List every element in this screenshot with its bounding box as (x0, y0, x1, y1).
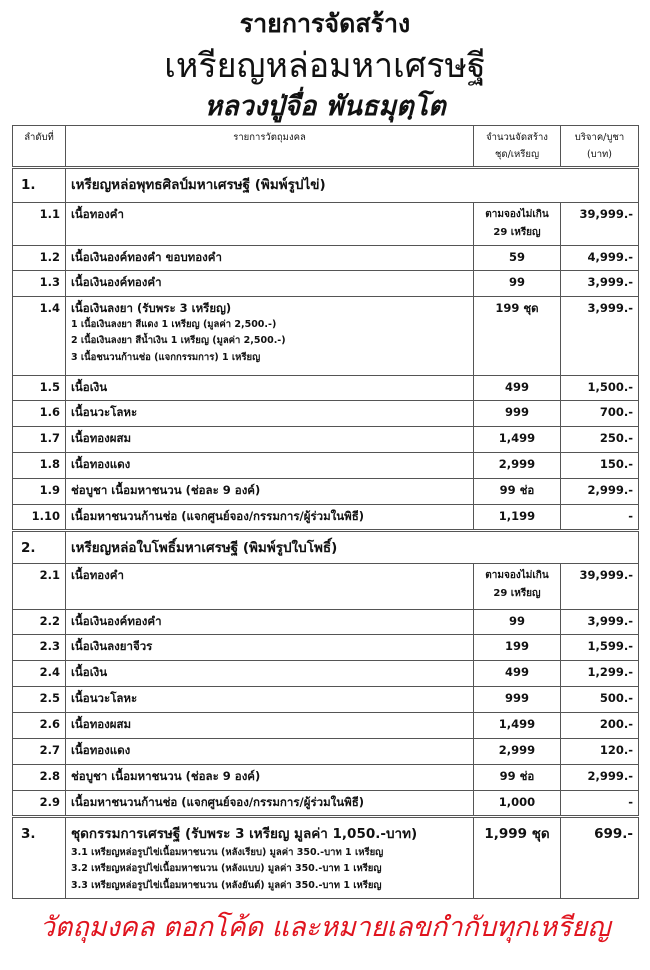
item-title: เนื้อเงินองค์ทองคำ ขอบทองคำ (71, 250, 222, 265)
item-title: เนื้อเงินองค์ทองคำ (71, 614, 162, 629)
item-title: ชุดกรรมการเศรษฐี (รับพระ 3 เหรียญ มูลค่า 1,050.-บาท) (71, 826, 418, 843)
row-number: 2.9 (13, 791, 66, 817)
item-quantity: 999 (474, 401, 561, 427)
item-price: 4,999.- (561, 246, 639, 271)
item-name (66, 505, 474, 531)
item-name (66, 635, 474, 661)
table-row (13, 453, 639, 479)
item-quantity: 499 (474, 661, 561, 687)
item-name (66, 713, 474, 739)
table-row (13, 401, 639, 427)
item-price: 39,999.- (561, 564, 639, 610)
item-title: ช่อบูชา เนื้อมหาชนวน (ช่อละ 9 องค์) (71, 483, 261, 498)
table-row (13, 713, 639, 739)
table-row (13, 427, 639, 453)
item-title: เนื้อเงิน (71, 665, 108, 680)
section-title: เหรียญหล่อใบโพธิ์มหาเศรษฐี (พิมพ์รูปใบโพธิ์) (66, 531, 639, 564)
item-quantity: 99 ช่อ (474, 479, 561, 505)
document-subtitle: เหรียญหล่อมหาเศรษฐี (164, 46, 486, 86)
row-number: 2.6 (13, 713, 66, 739)
item-price: 1,599.- (561, 635, 639, 661)
item-quantity: 2,999 (474, 739, 561, 765)
table-row (13, 203, 639, 246)
item-quantity: ตามจองไม่เกิน 29 เหรียญ (474, 564, 561, 610)
item-title: เนื้อทองผสม (71, 431, 132, 446)
row-number: 1.9 (13, 479, 66, 505)
header-no: ลำดับที่ (13, 126, 66, 168)
item-price: 1,299.- (561, 661, 639, 687)
table-row (13, 505, 639, 531)
row-number: 1.5 (13, 376, 66, 401)
item-price: 3,999.- (561, 610, 639, 635)
item-price: 1,500.- (561, 376, 639, 401)
row-number: 1.2 (13, 246, 66, 271)
row-number: 1.4 (13, 297, 66, 376)
table-row (13, 297, 639, 376)
item-quantity: 199 ชุด (474, 297, 561, 376)
row-number: 1.7 (13, 427, 66, 453)
item-title: เนื้อมหาชนวนก้านช่อ (แจกศูนย์จอง/กรรมการ/ผู้ร่วมในพิธี) (71, 795, 365, 810)
item-name (66, 271, 474, 297)
item-quantity: 1,199 (474, 505, 561, 531)
item-price: - (561, 791, 639, 817)
item-price: 500.- (561, 687, 639, 713)
row-number: 2.3 (13, 635, 66, 661)
item-table (12, 125, 639, 899)
row-number: 3. (13, 817, 66, 898)
item-quantity: 2,999 (474, 453, 561, 479)
item-name (66, 661, 474, 687)
item-quantity: 1,000 (474, 791, 561, 817)
item-name (66, 791, 474, 817)
item-price: - (561, 505, 639, 531)
section-row (13, 168, 639, 203)
item-title: เนื้อเงิน (71, 380, 108, 395)
table-row (13, 687, 639, 713)
header-item: รายการวัตถุมงคล (66, 126, 474, 168)
item-quantity: 199 (474, 635, 561, 661)
row-number: 1.1 (13, 203, 66, 246)
item-name (66, 687, 474, 713)
row-number: 2.2 (13, 610, 66, 635)
item-name (66, 203, 474, 246)
item-sub-detail: 1 เนื้อเงินลงยา สีแดง 1 เหรียญ (มูลค่า 2,500.-) (71, 318, 277, 330)
item-title: เนื้อเงินลงยา (รับพระ 3 เหรียญ) (71, 301, 232, 316)
row-number: 1.10 (13, 505, 66, 531)
footer-note: วัตถุมงคล ตอกโค้ด และหมายเลขกำกับทุกเหรียญ (39, 912, 611, 943)
item-price: 3,999.- (561, 271, 639, 297)
row-number: 2. (13, 531, 66, 564)
table-row (13, 635, 639, 661)
item-name (66, 427, 474, 453)
item-title: เนื้อเงินลงยาจีวร (71, 639, 153, 654)
table-row (13, 765, 639, 791)
item-title: เนื้อนวะโลหะ (71, 691, 138, 706)
item-name (66, 297, 474, 376)
item-price: 699.- (561, 817, 639, 898)
item-price: 3,999.- (561, 297, 639, 376)
table-row (13, 739, 639, 765)
item-title: เนื้อเงินองค์ทองคำ (71, 275, 162, 290)
item-sub-detail: 3.2 เหรียญหล่อรูปไข่เนื้อมหาชนวน (หลังแบบ) มูลค่า 350.-บาท 1 เหรียญ (71, 863, 382, 875)
row-number: 2.5 (13, 687, 66, 713)
item-quantity: 99 (474, 271, 561, 297)
section-title: เหรียญหล่อพุทธศิลป์มหาเศรษฐี (พิมพ์รูปไข่) (66, 168, 639, 203)
item-title: เนื้อนวะโลหะ (71, 405, 138, 420)
row-number: 2.7 (13, 739, 66, 765)
item-name (66, 453, 474, 479)
item-name (66, 564, 474, 610)
item-quantity: 1,499 (474, 427, 561, 453)
item-price: 120.- (561, 739, 639, 765)
header-price: บริจาค/บูชา (บาท) (561, 126, 639, 168)
item-quantity: 999 (474, 687, 561, 713)
item-quantity: 99 (474, 610, 561, 635)
item-name (66, 817, 474, 898)
item-title: เนื้อทองคำ (71, 207, 124, 222)
item-name (66, 739, 474, 765)
item-name (66, 479, 474, 505)
item-sub-detail: 3.3 เหรียญหล่อรูปไข่เนื้อมหาชนวน (หลังยันต์) มูลค่า 350.-บาท 1 เหรียญ (71, 880, 382, 891)
item-name (66, 610, 474, 635)
table-row (13, 479, 639, 505)
table-row (13, 791, 639, 817)
item-title: ช่อบูชา เนื้อมหาชนวน (ช่อละ 9 องค์) (71, 769, 261, 784)
item-name (66, 765, 474, 791)
item-price: 150.- (561, 453, 639, 479)
item-quantity: 1,999 ชุด (474, 817, 561, 898)
table-row (13, 817, 639, 898)
row-number: 1.6 (13, 401, 66, 427)
monk-name: หลวงปู่จื่อ พันธมุตฺโต (204, 91, 446, 122)
item-quantity: 59 (474, 246, 561, 271)
item-sub-detail: 3 เนื้อชนวนก้านช่อ (แจกกรรมการ) 1 เหรียญ (71, 352, 261, 364)
row-number: 1. (13, 168, 66, 203)
row-number: 2.4 (13, 661, 66, 687)
item-quantity: 499 (474, 376, 561, 401)
item-quantity: ตามจองไม่เกิน 29 เหรียญ (474, 203, 561, 246)
item-title: เนื้อมหาชนวนก้านช่อ (แจกศูนย์จอง/กรรมการ/ผู้ร่วมในพิธี) (71, 509, 365, 524)
table-row (13, 376, 639, 401)
row-number: 2.1 (13, 564, 66, 610)
item-title: เนื้อทองแดง (71, 743, 131, 758)
item-price: 200.- (561, 713, 639, 739)
table-row (13, 246, 639, 271)
table-row (13, 610, 639, 635)
table-row (13, 564, 639, 610)
document-title: รายการจัดสร้าง (239, 9, 411, 38)
item-price: 250.- (561, 427, 639, 453)
item-sub-detail: 2 เนื้อเงินลงยา สีน้ำเงิน 1 เหรียญ (มูลค่า 2,500.-) (71, 335, 286, 347)
item-price: 700.- (561, 401, 639, 427)
section-row (13, 531, 639, 564)
item-sub-detail: 3.1 เหรียญหล่อรูปไข่เนื้อมหาชนวน (หลังเรียบ) มูลค่า 350.-บาท 1 เหรียญ (71, 846, 384, 858)
item-quantity: 99 ช่อ (474, 765, 561, 791)
row-number: 2.8 (13, 765, 66, 791)
table-row (13, 271, 639, 297)
item-price: 2,999.- (561, 765, 639, 791)
item-price: 2,999.- (561, 479, 639, 505)
row-number: 1.3 (13, 271, 66, 297)
item-title: เนื้อทองแดง (71, 457, 131, 472)
item-price: 39,999.- (561, 203, 639, 246)
item-name (66, 246, 474, 271)
table-row (13, 661, 639, 687)
header-qty: จำนวนจัดสร้าง ชุด/เหรียญ (474, 126, 561, 168)
item-quantity: 1,499 (474, 713, 561, 739)
item-title: เนื้อทองคำ (71, 568, 124, 583)
row-number: 1.8 (13, 453, 66, 479)
table-header (13, 126, 639, 168)
item-name (66, 376, 474, 401)
item-title: เนื้อทองผสม (71, 717, 132, 732)
item-name (66, 401, 474, 427)
